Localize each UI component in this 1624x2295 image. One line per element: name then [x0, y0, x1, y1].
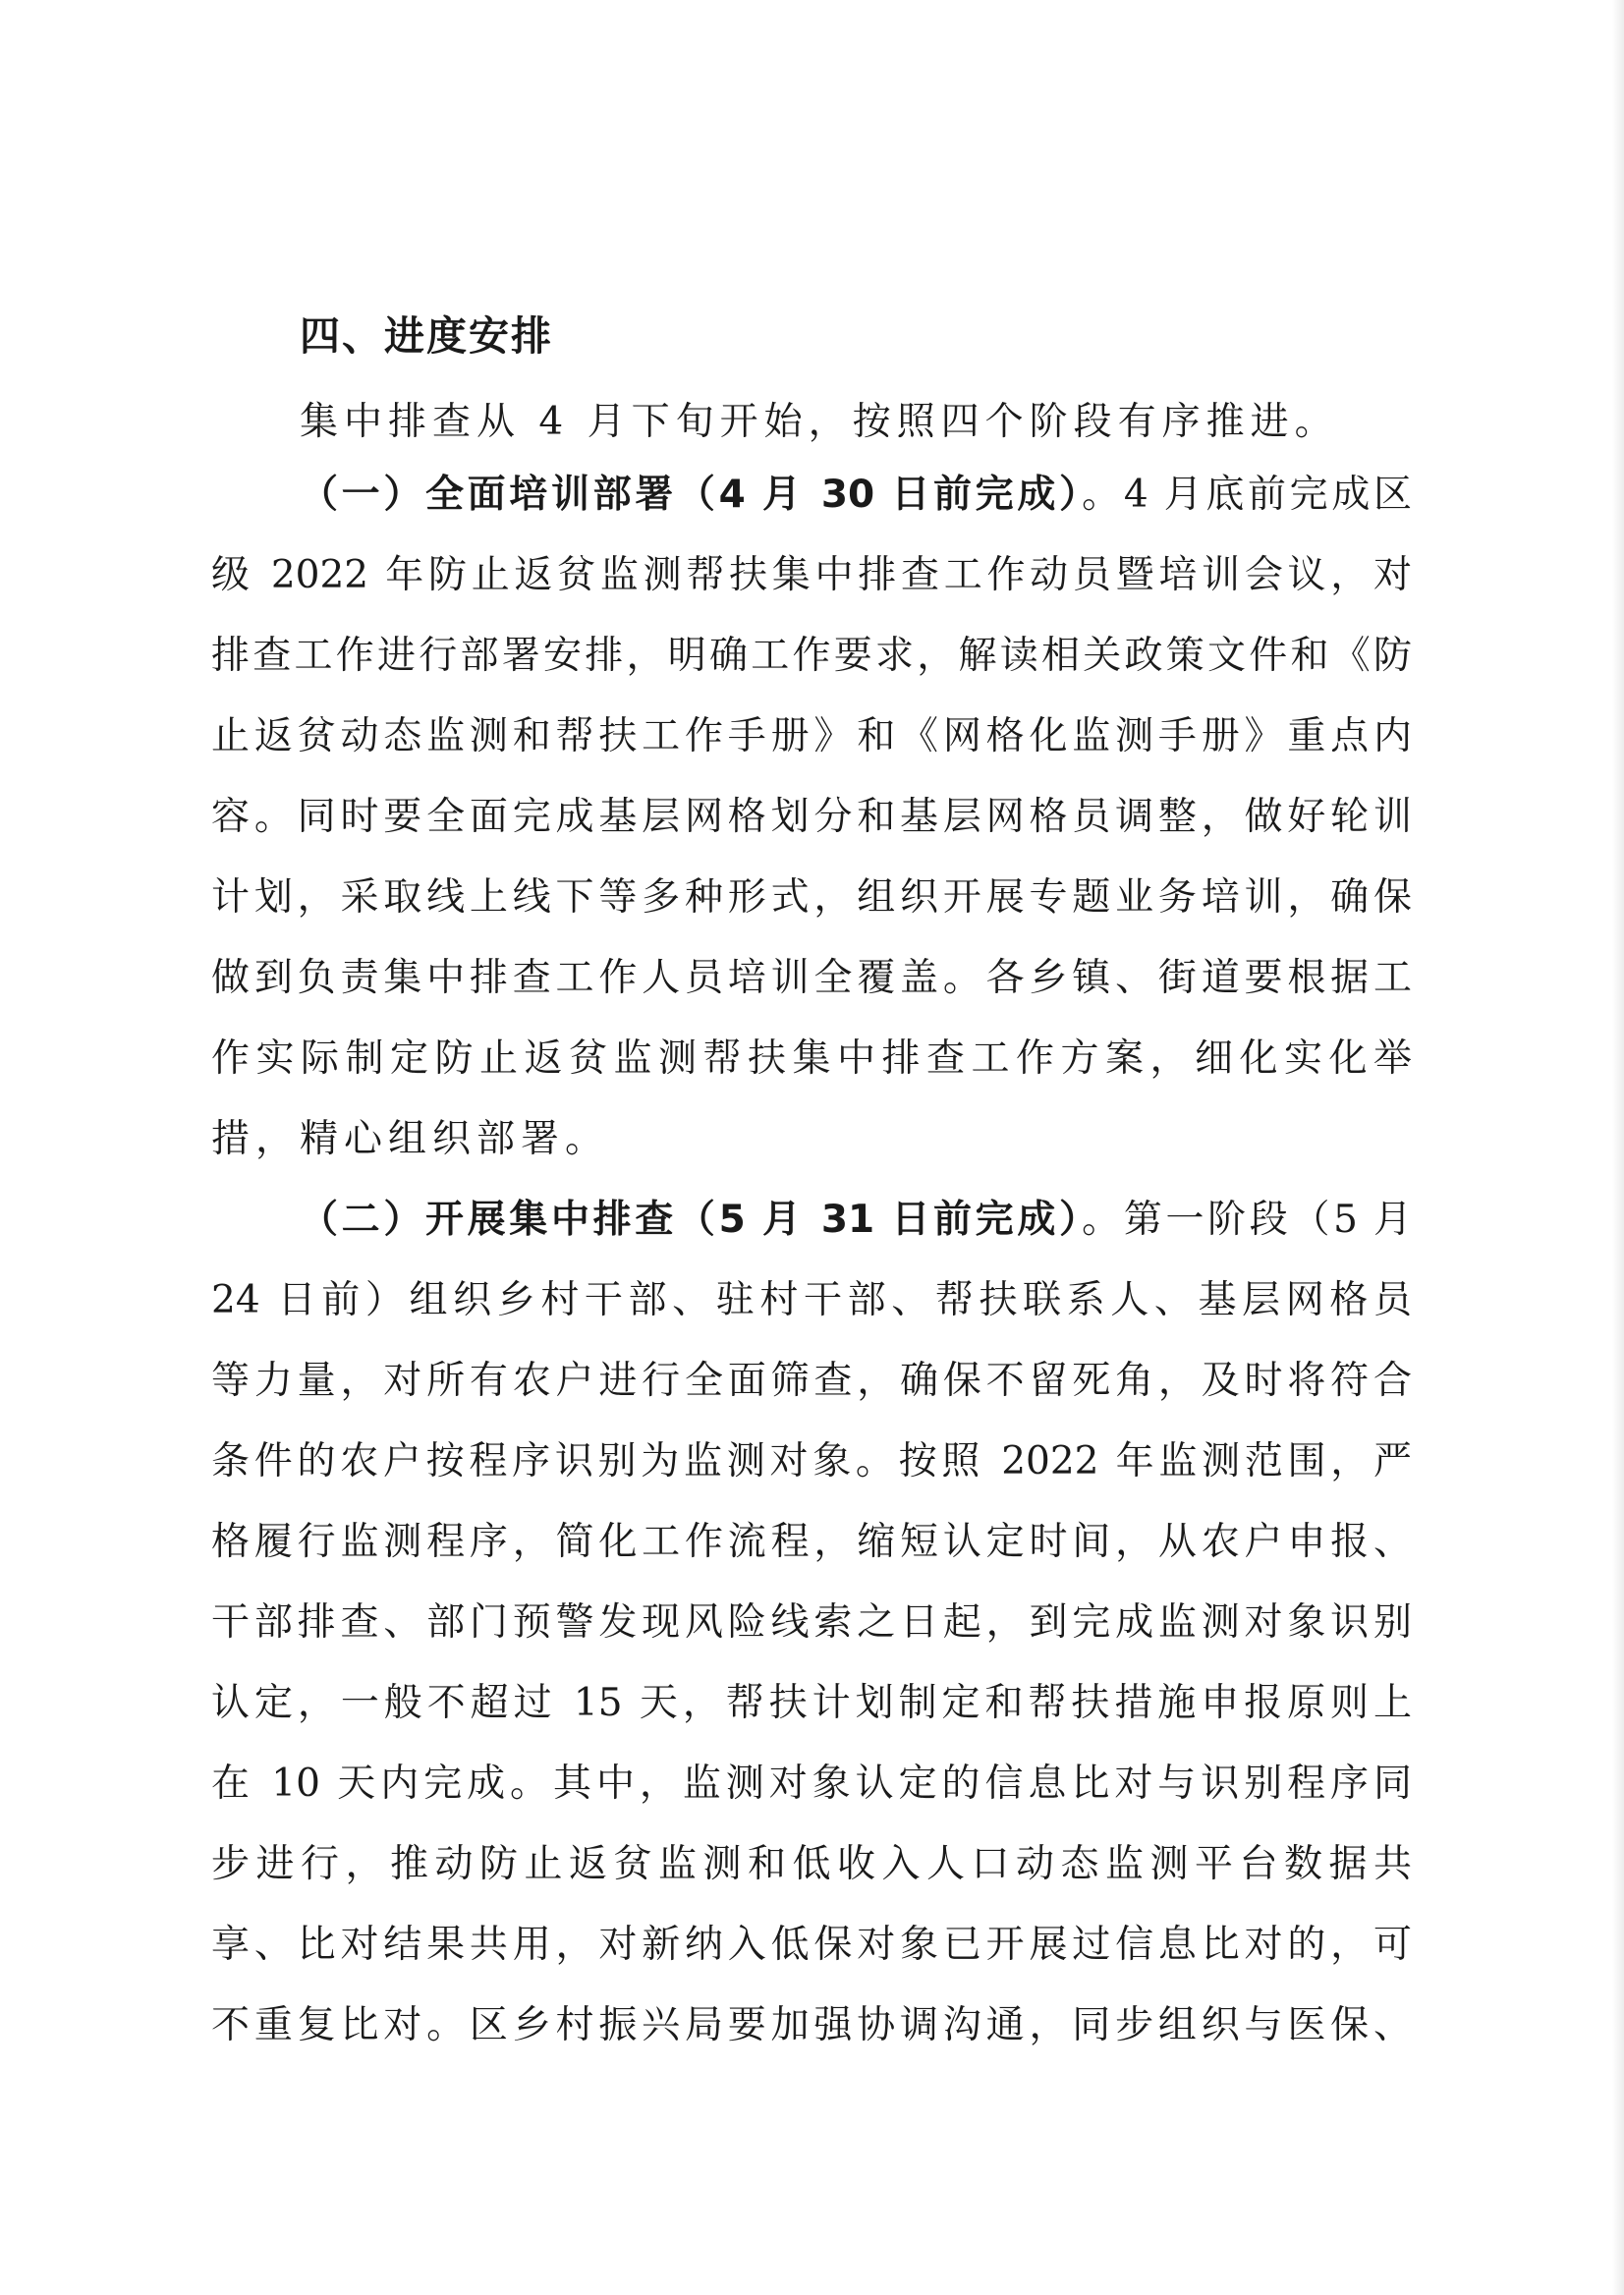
section2-line-11: 不重复比对。区乡村振兴局要加强协调沟通，同步组织与医保、 [211, 2003, 1412, 2047]
section2-line-6: 干部排查、部门预警发现风险线索之日起，到完成监测对象识别 [211, 1600, 1412, 1645]
section-heading: 四、进度安排 [300, 312, 553, 360]
section1-line-7: 做到负责集中排查工作人员培训全覆盖。各乡镇、街道要根据工 [211, 956, 1412, 1000]
section2-line-2: 24 日前）组织乡村干部、驻村干部、帮扶联系人、基层网格员 [211, 1278, 1412, 1322]
section1-line-5: 容。同时要全面完成基层网格划分和基层网格员调整，做好轮训 [211, 795, 1412, 839]
section1-title: （一）全面培训部署（4 月 30 日前完成） [300, 473, 1083, 517]
section2-line-3: 等力量，对所有农户进行全面筛查，确保不留死角，及时将符合 [211, 1359, 1412, 1403]
section2-line-8: 在 10 天内完成。其中，监测对象认定的信息比对与识别程序同 [211, 1762, 1412, 1806]
section2-title: （二）开展集中排查（5 月 31 日前完成） [300, 1198, 1083, 1242]
section2-line-7: 认定，一般不超过 15 天，帮扶计划制定和帮扶措施申报原则上 [211, 1681, 1412, 1725]
section1-line-4: 止返贫动态监测和帮扶工作手册》和《网格化监测手册》重点内 [211, 714, 1412, 758]
section1-line-2: 级 2022 年防止返贫监测帮扶集中排查工作动员暨培训会议，对 [211, 553, 1412, 597]
section2-line-9: 步进行，推动防止返贫监测和低收入人口动态监测平台数据共 [211, 1842, 1412, 1886]
section2-line-10: 享、比对结果共用，对新纳入低保对象已开展过信息比对的，可 [211, 1923, 1412, 1967]
page-edge-shadow [1612, 0, 1624, 2295]
section1-line-8: 作实际制定防止返贫监测帮扶集中排查工作方案，细化实化举 [211, 1036, 1412, 1081]
section1-line-1 [300, 466, 1412, 525]
section1-line-3: 排查工作进行部署安排，明确工作要求，解读相关政策文件和《防 [211, 634, 1412, 678]
section2-line-4: 条件的农户按程序识别为监测对象。按照 2022 年监测范围，严 [211, 1439, 1412, 1483]
section2-line-5: 格履行监测程序，简化工作流程，缩短认定时间，从农户申报、 [211, 1520, 1412, 1564]
section2-line-1-text: 。第一阶段（5 月 [1082, 1198, 1412, 1242]
section2-line-1 [300, 1191, 1412, 1250]
section1-line-1-text: 。4 月底前完成区 [1082, 473, 1412, 517]
section1-line-9: 措，精心组织部署。 [211, 1117, 610, 1161]
intro-paragraph: 集中排查从 4 月下旬开始，按照四个阶段有序推进。 [300, 400, 1339, 444]
section1-line-6: 计划，采取线上线下等多种形式，组织开展专题业务培训，确保 [211, 875, 1412, 920]
